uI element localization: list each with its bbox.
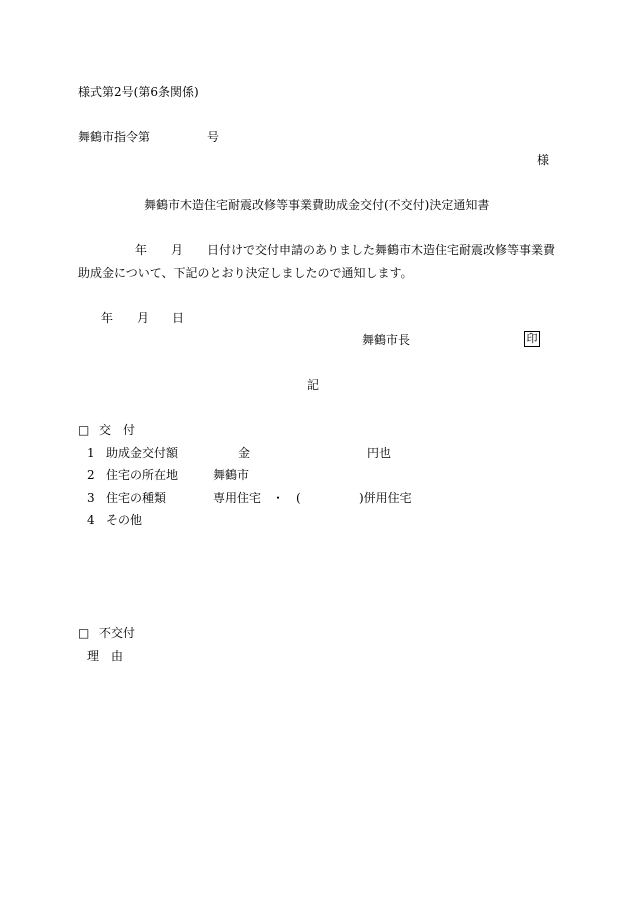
body-line-2: 助成金について、下記のとおり決定しましたので通知します。: [78, 266, 413, 280]
grant-item-3-number: 3: [87, 491, 95, 505]
order-number-prefix: 舞鶴市指令第: [78, 130, 151, 144]
nongrant-checkbox[interactable]: □: [78, 626, 90, 640]
issue-date-year: 年: [101, 311, 114, 325]
body-month: 月: [171, 243, 184, 257]
reason-label: 理 由: [87, 649, 124, 663]
nongrant-heading: 不交付: [99, 626, 136, 640]
ki-heading: 記: [307, 378, 320, 392]
grant-item-4-number: 4: [87, 513, 95, 527]
addressee-suffix: 様: [537, 153, 550, 167]
issue-date-day: 日: [172, 311, 185, 325]
grant-item-2-number: 2: [87, 468, 95, 482]
house-location-value: 舞鶴市: [213, 468, 250, 482]
grant-item-3-label: 住宅の種類: [106, 491, 167, 505]
form-number: 様式第2号(第6条関係): [78, 85, 199, 99]
body-line-1: 日付けで交付申請のありました舞鶴市木造住宅耐震改修等事業費: [207, 243, 556, 257]
grant-item-2-label: 住宅の所在地: [106, 468, 179, 482]
grant-item-4-label: その他: [106, 513, 143, 527]
seal-mark: 印: [524, 331, 540, 347]
signer: 舞鶴市長: [362, 333, 411, 347]
house-type-dot: ・: [272, 491, 285, 505]
house-type-open-paren: (: [296, 491, 301, 505]
grant-heading: 交 付: [99, 423, 136, 437]
house-type-combined: )併用住宅: [359, 491, 412, 505]
grant-checkbox[interactable]: □: [78, 423, 90, 437]
order-number-suffix: 号: [207, 130, 220, 144]
grant-item-1-label: 助成金交付額: [106, 446, 179, 460]
grant-amount-yen: 円也: [367, 446, 392, 460]
grant-amount-kin: 金: [238, 446, 251, 460]
grant-item-1-number: 1: [87, 446, 95, 460]
body-year: 年: [135, 243, 148, 257]
house-type-dedicated: 専用住宅: [213, 491, 262, 505]
document-title: 舞鶴市木造住宅耐震改修等事業費助成金交付(不交付)決定通知書: [144, 198, 490, 212]
issue-date-month: 月: [137, 311, 150, 325]
